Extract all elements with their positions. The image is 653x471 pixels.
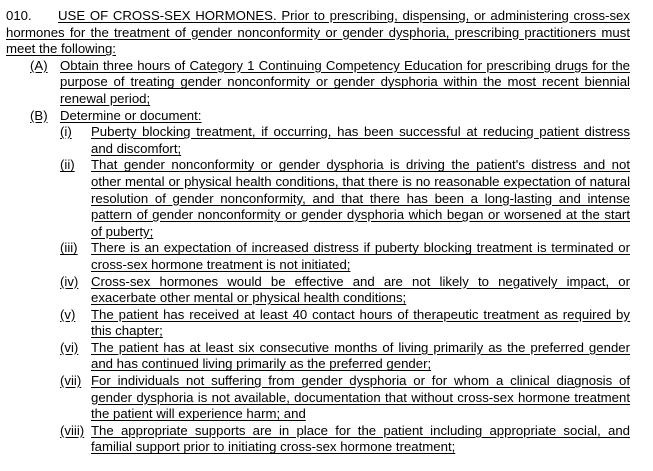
subitem-label: (ii) [60,157,75,173]
document-body [6,8,630,456]
subitem-text: The patient has at least six consecutive months of living primarily as the preferred gender and has continued living primarily as the preferred gender; [91,339,630,372]
subitem-text: For individuals not suffering from gender dysphoria or for whom a clinical diagnosis of gender dysphoria is not available, documentation that without cross-sex hormone treatment the patient will experience harm; and [91,373,630,422]
subitem-label: (vi) [60,339,79,355]
subitem-label: (vii) [60,373,82,389]
item-text: Obtain three hours of Category 1 Continuing Competency Education for prescribing drugs for the purpose of treating gender nonconformity or gender dysphoria within the most recent biennial renewal period; [60,57,630,106]
item-a [6,58,630,108]
subitem-text: The appropriate supports are in place for the patient including appropriate social, and familial support prior to initiating cross-sex hormone treatment; [91,422,630,455]
subitem-vii [6,373,630,423]
subitem-i [6,124,630,157]
subitem-viii [6,423,630,456]
subitem-text: The patient has received at least 40 contact hours of therapeutic treatment as required by this chapter; [91,306,630,339]
subitem-label: (i) [60,124,72,140]
subitem-vi [6,340,630,373]
subitem-text: Cross-sex hormones would be effective and are not likely to negatively impact, or exacerbate other mental or physical health conditions; [91,273,630,306]
subitem-text: That gender nonconformity or gender dysphoria is driving the patient's distress and not other mental or physical health conditions, that there is no reasonable expectation of natural resolution of gender nonconformity, and that there has been a long-lasting and intense pattern of gender nonconformity or gender dysphoria which began or worsened at the start of puberty; [91,157,630,239]
item-text: Determine or document: [60,107,202,123]
item-label: (A) [30,57,48,73]
item-label: (B) [30,107,48,123]
subitem-label: (v) [60,306,76,322]
section-number: 010. [6,8,32,23]
subitem-text: There is an expectation of increased distress if puberty blocking treatment is terminated or cross-sex hormone treatment is not initiated; [91,240,630,272]
section-paragraph [6,8,630,58]
subitem-v [6,307,630,340]
section-title: USE OF CROSS-SEX HORMONES. [58,8,277,23]
item-b [6,108,630,125]
subitem-iii [6,240,630,273]
subitem-label: (iv) [60,273,79,289]
subitem-text: Puberty blocking treatment, if occurring, has been successful at reducing patient distress and discomfort; [91,124,630,156]
subitem-ii [6,157,630,240]
subitem-label: (viii) [60,422,85,438]
section-intro: Prior to prescribing, dispensing, or administering cross-sex hormones for the treatment of gender nonconformity or gender dysphoria, prescribing practitioners must meet the following: [6,8,630,57]
subitem-iv [6,274,630,307]
subitem-label: (iii) [60,240,78,256]
